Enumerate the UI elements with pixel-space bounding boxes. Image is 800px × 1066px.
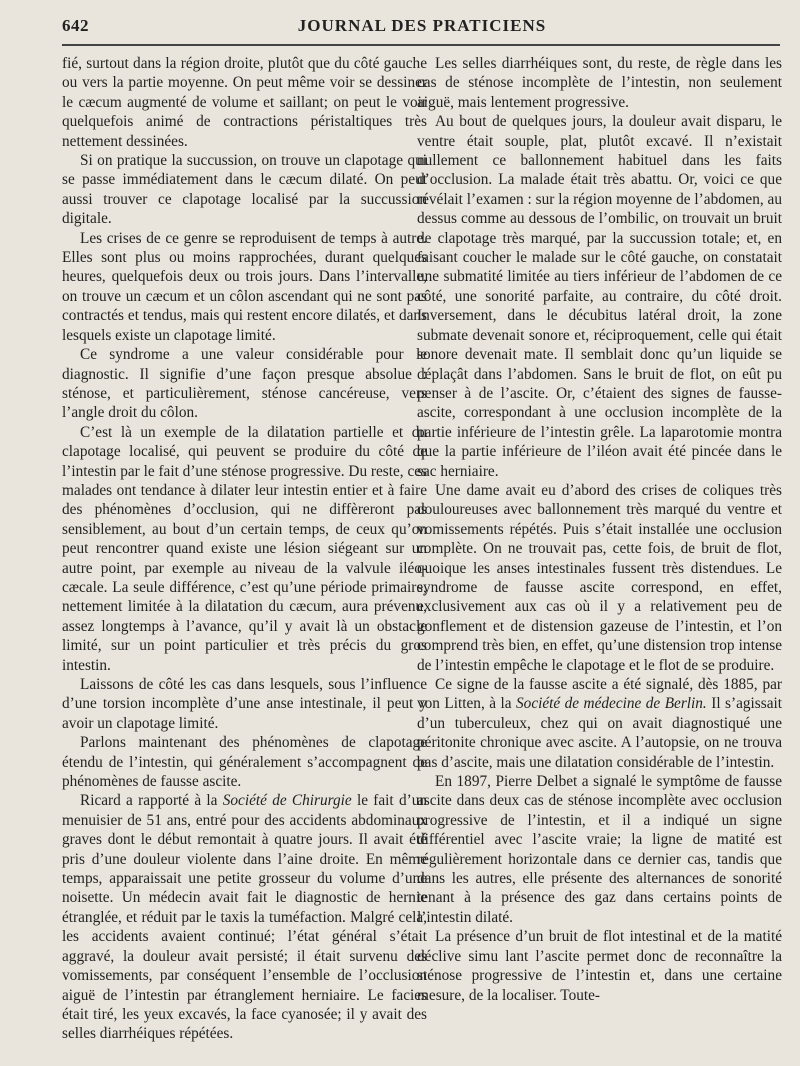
right-column <box>417 54 782 1005</box>
paragraph <box>62 54 427 151</box>
paragraph-text: La présence d’un bruit de flot intestinal et de la matité déclive simu lant l’ascite permet donc de reconnaître la sténose progressive de l’intestin et, dans une certaine mesure, de la localiser. Toute- <box>417 928 782 1004</box>
journal-title: JOURNAL DES PRATICIENS <box>297 16 547 35</box>
paragraph <box>62 675 427 733</box>
paragraph-text: Une dame avait eu d’abord des crises de coliques très douloureuses avec ballonnement très marqué du ventre et vomissements répétés. Puis s’était installée une occlusion complète. On ne trouvait pas, cette fois, de bruit de flot, quoique les anses intestinales fussent très distendues. Le syndrome de fausse ascite correspond, en effet, exclusivement aux cas où il y a relativement peu de gonflement et de distension gazeuse de l’intestin, et l’on comprend très bien, en effet, qu’une distension trop intense de l’intestin empêche le clapotage et le flot de se produire. <box>417 481 782 674</box>
paragraph <box>417 54 782 112</box>
paragraph-text: Les selles diarrhéiques sont, du reste, de règle dans les cas de sténose incomplète de l’intestin, non seulement aiguë, mais lentement progressive. <box>417 55 782 111</box>
paragraph-text: Ce signe de la fausse ascite a été signalé, dès 1885, par von Litten, à la <box>417 676 782 713</box>
left-column <box>62 54 427 1044</box>
paragraph <box>62 791 427 1043</box>
page-header <box>62 14 782 40</box>
paragraph <box>62 151 427 229</box>
paragraph-text: En 1897, Pierre Delbet a signalé le symptôme de fausse ascite dans deux cas de sténose incomplète avec occlusion progressive de l’intestin, et il a indiqué un signe différentiel avec l’ascite vraie; la ligne de matité est régulièrement horizontale dans ce dernier cas, tandis que dans les autres, elle présente des alternances de sonorité tenant à la présence des gaz dans certains points de l’intestin dilaté. <box>417 773 782 926</box>
paragraph-text: Au bout de quelques jours, la douleur avait disparu, le ventre était souple, plat, plutôt excavé. Il n’existait nullement ce ballonnement habituel dans les faits d’occlusion. La malade était très abattu. Or, voici ce que révélait l’examen : sur la région moyenne de l’abdomen, au dessus comme au dessous de l’ombilic, on trouvait un bruit de clapotage très marqué, par la succussion totale; et, en faisant coucher le malade sur le côté gauche, on constatait une submatité limitée au tiers inférieur de l’abdomen de ce côté, une sonorité parfaite, au contraire, du côté droit. Inversement, dans le décubitus latéral droit, la zone submate devenait sonore et, réciproquement, celle qui était sonore devenait mate. Il semblait donc qu’un liquide se déplaçât dans l’abdomen. Sans le bruit de flot, on eût pu penser à de l’ascite. Or, c’étaient des signes de fausse-ascite, correspondant à une occlusion incomplète de la partie inférieure de l’intestin grêle. La laparotomie montra que la partie inférieure de l’iléon avait été pincée dans le sac herniaire. <box>417 113 782 480</box>
page-number: 642 <box>62 16 89 35</box>
paragraph-text: fié, surtout dans la région droite, plutôt que du côté gauche ou vers la partie moyenne. On peut même voir se dessiner le cæcum augmenté de volume et saillant; on peut le voir quelquefois animé de contractions péristaltiques très nettement dessinées. <box>62 55 427 150</box>
paragraph-text: Ricard a rapporté à la <box>80 792 223 810</box>
paragraph-text: C’est là un exemple de la dilatation partielle et du clapotage localisé, qui peuvent se produire du côté de l’intestin par le fait d’une sténose progressive. Du reste, ces malades ont tendance à dilater leur intestin entier et à faire des phénomènes d’occlusion, qui ne diffèreront pas sensiblement, au bout d’un certain temps, de ceux qu’on peut rencontrer quand existe une lésion siégeant sur un autre point, par exemple au niveau de la valvule iléo-cæcale. La seule différence, c’est qu’une période primaire, nettement limitée à la dilatation du cæcum, aura prévenu, assez longtemps à l’avance, qu’il y avait là un obstacle limité, sur un point particulier et très précis du gros intestin. <box>62 423 427 674</box>
paragraph <box>417 112 782 481</box>
paragraph-text: Il s’agissait d’un tuberculeux, chez qui on avait diagnostiqué une péritonite chronique avec ascite. A l’autopsie, on ne trouva pas d’ascite, mais une dilatation considérable de l’intestin. <box>417 695 782 771</box>
paragraph <box>417 675 782 772</box>
paragraph-text: Laissons de côté les cas dans lesquels, sous l’influence d’une torsion incomplète d’une anse intestinale, il peut y avoir un clapotage limité. <box>62 676 427 732</box>
paragraph <box>417 927 782 1005</box>
paragraph <box>417 481 782 675</box>
paragraph-text: le fait d’un menuisier de 51 ans, entré pour des accidents abdominaux graves dont le début remontait à quatre jours. Il avait été pris d’une douleur violente dans l’aine droite. En même temps, apparaissait une petite grosseur du volume d’une noisette. Un médecin avait fait le diagnostic de hernie étranglée, et réduit par le taxis la tuméfaction. Malgré cela, les accidents avaient continué; l’état général s’était aggravé, la douleur avait persisté; il était survenu des vomissements, par conséquent l’ensemble de l’occlusion aiguë de l’intestin par étranglement herniaire. Le facies était tiré, les yeux excavés, la face cyanosée; il y avait des selles diarrhéiques répétées. <box>62 792 427 1043</box>
paragraph <box>62 345 427 423</box>
paragraph-text: Les crises de ce genre se reproduisent de temps à autre. Elles sont plus ou moins rapprochées, durant quelques heures, quelquefois deux ou trois jours. Dans l’intervalle, on trouve un cæcum et un côlon ascendant qui ne sont pas contractés et tendus, mais qui restent encore dilatés, et dans lesquels existe un clapotage limité. <box>62 229 427 344</box>
paragraph <box>417 772 782 927</box>
paragraph-text: Parlons maintenant des phénomènes de clapotage étendu de l’intestin, qui généralement s’accompagnent de phénomènes de fausse ascite. <box>62 734 427 791</box>
header-rule <box>62 44 780 46</box>
paragraph <box>62 733 427 791</box>
paragraph-text: Si on pratique la succussion, on trouve un clapotage qui se passe immédiatement dans le cæcum dilaté. On peut aussi trouver ce clapotage localisé par la succussion digitale. <box>62 152 427 228</box>
paragraph <box>62 423 427 675</box>
italic-reference: Société de médecine de Berlin. <box>516 695 707 713</box>
italic-reference: Société de Chirurgie <box>222 792 352 810</box>
paragraph-text: Ce syndrome a une valeur considérable pour le diagnostic. Il signifie d’une façon presque absolue : sténose, et particulièrement, sténose cancéreuse, vers l’angle droit du côlon. <box>62 346 427 422</box>
paragraph <box>62 229 427 345</box>
